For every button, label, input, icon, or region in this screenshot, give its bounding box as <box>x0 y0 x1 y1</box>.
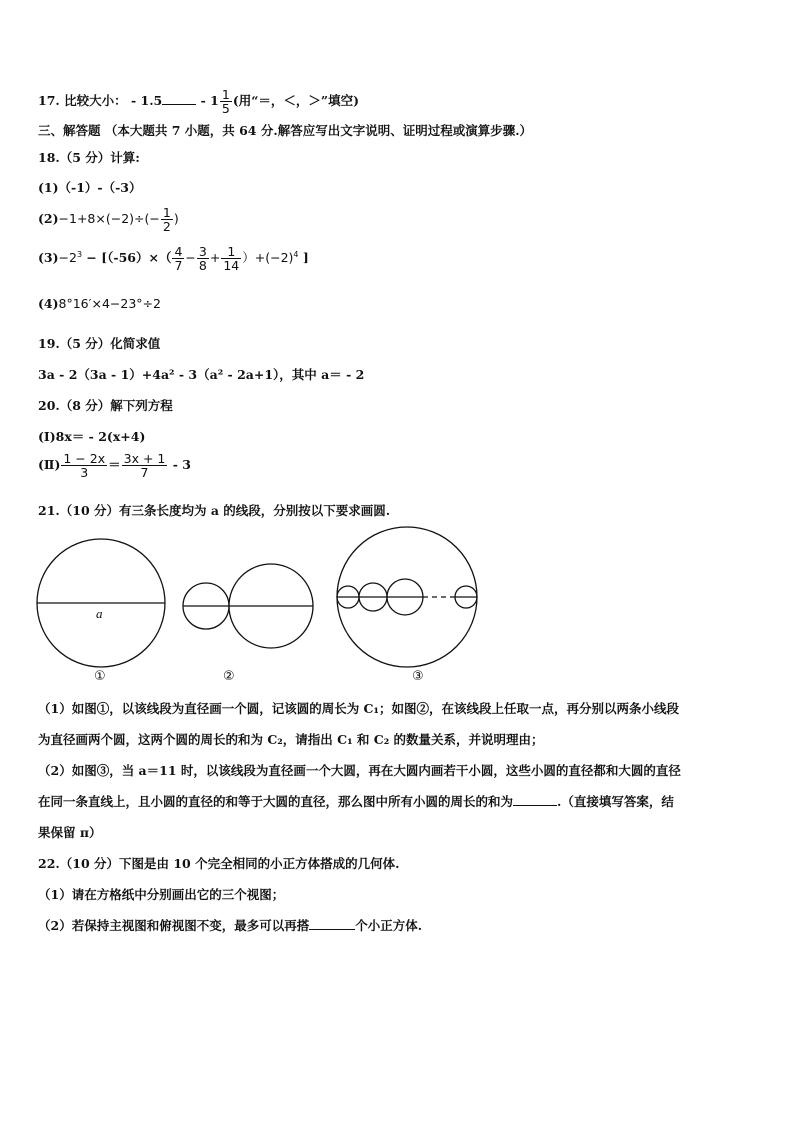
q18-part4-lead: (4) <box>38 296 59 311</box>
q20-part1: (Ⅰ)8x＝ - 2(x+4) <box>38 429 146 444</box>
left-den: 3 <box>80 465 89 481</box>
q17-value-b-int: - 1 <box>200 93 219 109</box>
q22-part2-a: （2）若保持主视图和俯视图不变，最多可以再搭 <box>38 918 310 933</box>
q20-label: 20.（8 分）解下列方程 <box>38 398 173 413</box>
q17-value-a: - 1.5 <box>130 93 163 109</box>
left-num: 1 − 2x <box>63 451 106 466</box>
q20-tail: - 3 <box>168 457 191 473</box>
q22-label: 22.（10 分）下图是由 10 个完全相同的小正方体搭成的几何体. <box>38 856 400 871</box>
right-num: 3x + 1 <box>123 451 166 466</box>
q21-part2-line2 <box>38 792 674 810</box>
q21-part2-line1: （2）如图③，当 a＝11 时，以该线段为直径画一个大圆，再在大圆内画若干小圆，这些小圆的直径都和大圆的直径 <box>38 763 681 778</box>
q22-part2 <box>38 916 422 934</box>
fig1-number: ① <box>94 669 106 684</box>
plus-sign: + <box>209 250 221 266</box>
q21-part2-line3: 果保留 π） <box>38 825 102 840</box>
q18-part3-exp2: 4 <box>293 249 299 259</box>
frac3-num: 1 <box>221 245 241 259</box>
q18-part3-b: − [（-56）×（ <box>82 250 172 266</box>
q18-part2-close: ) <box>173 211 179 227</box>
frac1-den: 7 <box>174 258 183 274</box>
q18-part4-expr: 8°16′×4−23°÷2 <box>58 296 161 311</box>
right-den: 7 <box>140 465 149 481</box>
q20-equals: ＝ <box>108 457 121 473</box>
q18-part2-lead: (2) <box>38 211 59 227</box>
fig1-segment-label: a <box>96 606 103 621</box>
q19-expr: 3a - 2（3a - 1）+4a² - 3（a² - 2a+1），其中 a＝ - 2 <box>38 367 365 382</box>
q21-part2-line2-a: 在同一条直线上，且小圆的直径的和等于大圆的直径，那么图中所有小圆的周长的和为 <box>38 794 514 809</box>
section-heading: 三、解答题 （本大题共 7 小题，共 64 分.解答应写出文字说明、证明过程或演算步骤.） <box>38 123 533 138</box>
fig3-number: ③ <box>412 669 424 684</box>
frac1-num: 4 <box>174 244 183 259</box>
q22-answer-blank[interactable] <box>309 917 355 930</box>
q22-part2-b: 个小正方体. <box>355 918 423 933</box>
q18-part3-c: ）+(−2) <box>242 250 294 266</box>
q21-part1-line2: 为直径画两个圆，这两个圆的周长的和为 C₂，请指出 C₁ 和 C₂ 的数量关系，并说明理由； <box>38 732 544 747</box>
q21-part2-line2-b: .（直接填写答案，结 <box>557 794 674 809</box>
q18-part2-num: 1 <box>162 205 171 220</box>
frac2-den: 8 <box>198 258 207 274</box>
q18-part3-exp1: 3 <box>76 249 83 259</box>
q17-frac-den: 5 <box>221 101 230 117</box>
q17-hint: (用“＝，＜，＞”填空) <box>232 93 360 109</box>
frac3-den: 14 <box>223 258 240 274</box>
q18-part1: (1)（-1）-（-3） <box>38 180 142 195</box>
minus-sign: − <box>185 250 196 266</box>
q19-label: 19.（5 分）化简求值 <box>38 336 161 351</box>
q22-part1: （1）请在方格纸中分别画出它的三个视图； <box>38 887 285 902</box>
frac2-num: 3 <box>198 244 207 259</box>
fig2-number: ② <box>223 669 235 684</box>
q18-label: 18.（5 分）计算: <box>38 150 140 165</box>
q18-part2-den: 2 <box>162 219 171 235</box>
q18-part3-lead: (3) <box>38 250 59 266</box>
q18-part2-expr: −1+8×(−2)÷(− <box>58 211 160 227</box>
q18-part3-a: −2 <box>58 250 77 266</box>
q17-frac-num: 1 <box>221 87 230 102</box>
q18-part3-d: ] <box>298 250 309 266</box>
q21-part1-line1: （1）如图①，以该线段为直径画一个圆，记该圆的周长为 C₁；如图②，在该线段上任取一点，再分别以两条小线段 <box>38 701 679 716</box>
q21-answer-blank[interactable] <box>513 793 557 806</box>
q21-label: 21.（10 分）有三条长度均为 a 的线段，分别按以下要求画圆. <box>38 503 391 518</box>
q17-label: 17. 比较大小： <box>38 93 127 109</box>
q20-part2-lead: (Ⅱ) <box>38 457 61 473</box>
